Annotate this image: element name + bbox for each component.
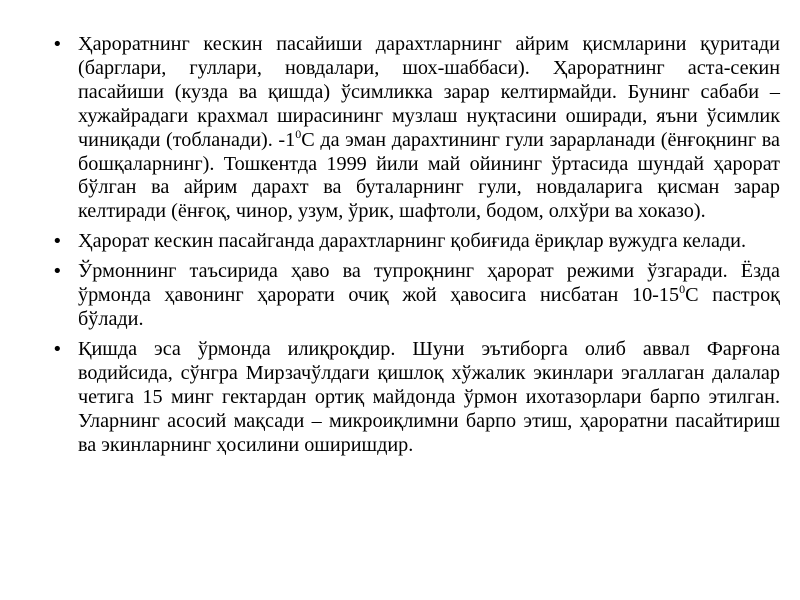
bullet-item-winter-windbreaks (52, 338, 780, 458)
bullet-text: Ҳарорат кескин пасайганда дарахтларнинг қобиғида ёриқлар вужудга келади. (78, 230, 747, 253)
bullet-text-part: Ҳароратнинг кескин пасайиши дарахтларнинг айрим қисмларини қуритади (барглари, гуллари, новдалари, шох-шаббаси). Ҳароратнинг аста-секин пасайиши (кузда ва қишда) ўсимликка зарар келтирмайди. Бунинг сабаби – хужайрадаги крахмал ширасининг музлаш нуқтасини оширади, яъни ўсимлик чиниқади (тобланади). -1 (78, 33, 780, 151)
bullet-text-part: С пастроқ бўлади. (78, 284, 780, 330)
bullet-icon: • (52, 231, 63, 253)
bullet-text: Қишда эса ўрмонда илиқроқдир. Шуни эътиборга олиб аввал Фарғона водийсида, сўнгра Мирзачўлдаги қишлоқ хўжалик экинлари эгаллаган далалар четига 15 минг гектардан ортиқ майдонда ўрмон ихотазорлари барпо этилган. Уларнинг асосий мақсади – микроиқлимни барпо этиш, ҳароратни пасайтириш ва экинларнинг ҳосилини оширишдир. (78, 337, 780, 456)
bullet-text-part: С да эман дарахтининг гули зарарланади (ёнғоқнинг ва бошқаларнинг). Тошкентда 1999 йили май ойининг ўртасида шундай ҳарорат бўлган ва айрим дарахт ва буталарнинг гули, новдаларига қисман зарар келтиради (ёнғоқ, чинор, узум, ўрик, шафтоли, бодом, олхўри ва хоказо). (78, 128, 780, 223)
bullet-icon: • (52, 338, 63, 360)
bullet-icon: • (52, 261, 63, 283)
bullet-text-part: Ўрмоннинг таъсирида ҳаво ва тупроқнинг ҳарорат режими ўзгаради. Ёзда ўрмонда ҳавонинг ҳарорати очиқ жой ҳавосига нисбатан 10-15 (78, 260, 780, 307)
bullet-item-bark-cracks (52, 230, 780, 254)
bullet-item-forest-influence (52, 260, 780, 332)
bullet-item-temperature-drop (52, 33, 780, 224)
superscript-zero: 0 (295, 126, 302, 141)
bullet-icon: • (52, 34, 63, 55)
superscript-zero: 0 (679, 282, 686, 297)
bullet-list (52, 33, 780, 463)
